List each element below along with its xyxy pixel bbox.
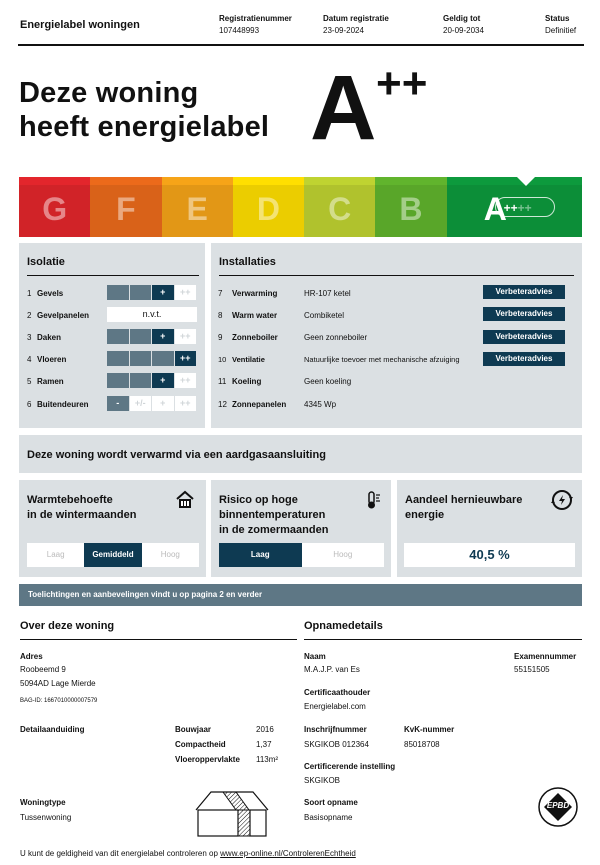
instelling-value: SKGIKOB (304, 776, 341, 785)
isolatie-title: Isolatie (27, 256, 65, 268)
risico-scale (219, 543, 384, 567)
certificaathouder-value: Energielabel.com (304, 702, 366, 711)
thermometer-icon (363, 490, 383, 510)
datum-registratie: Datum registratie 23-09-2024 (323, 14, 389, 35)
opname-title: Opnamedetails (304, 620, 383, 632)
header-divider (18, 44, 584, 46)
isolatie-row-gevelpanelen: 2 Gevelpanelen (27, 311, 90, 320)
installaties-title: Installaties (219, 256, 276, 268)
vloeroppervlakte-value: 113m² (256, 755, 279, 764)
installatie-row-warm-water: 8 Warm water Combiketel (218, 311, 345, 320)
verbeteradvies-zonneboiler-button[interactable]: Verbeteradvies (483, 330, 565, 344)
isolatie-row-daken: 3 Daken (27, 333, 62, 342)
rating-buitendeuren: - +/- + ++ (107, 396, 197, 411)
isolatie-row-vloeren: 4 Vloeren (27, 355, 67, 364)
instelling-label: Certificerende instelling (304, 762, 396, 771)
energy-scale (19, 177, 582, 237)
installatie-row-zonnepanelen: 12 Zonnepanelen 4345 Wp (218, 400, 337, 409)
isolatie-row-gevels: 1 Gevels (27, 289, 64, 298)
warmtebehoefte-title: Warmtebehoefte in de wintermaanden (27, 494, 137, 521)
warmtebehoefte-panel (19, 480, 206, 577)
bouwjaar-value: 2016 (256, 725, 274, 734)
footer-text: U kunt de geldigheid van dit energielabel controleren op www.ep-online.nl/ControlerenEchtheid (20, 849, 356, 858)
hernieuwbaar-panel (397, 480, 582, 577)
vloeroppervlakte-label: Vloeroppervlakte (175, 755, 240, 764)
geldig-tot: Geldig tot 20-09-2034 (443, 14, 484, 35)
bouwjaar-label: Bouwjaar (175, 725, 212, 734)
kvk-value: 85018708 (404, 740, 440, 749)
certificaathouder-label: Certificaathouder (304, 688, 371, 697)
rating-vloeren: ++ (107, 351, 197, 366)
info-banner: Toelichtingen en aanbevelingen vindt u op pagina 2 en verder (19, 584, 582, 606)
option-laag: Laag (46, 550, 65, 559)
option-gemiddeld: Gemiddeld (84, 543, 141, 567)
risico-panel (211, 480, 391, 577)
installatie-row-ventilatie: 10 Ventilatie Natuurlijke toevoer met mechanische afzuiging (218, 355, 460, 364)
soort-opname-label: Soort opname (304, 798, 358, 807)
terraced-house-icon (193, 788, 273, 838)
option-laag: Laag (219, 543, 302, 567)
scale-class-b: B (375, 177, 446, 237)
verbeteradvies-warm-water-button[interactable]: Verbeteradvies (483, 307, 565, 321)
woningtype-value: Tussenwoning (20, 813, 72, 822)
rating-gevelpanelen: n.v.t. (107, 307, 197, 322)
naam-label: Naam (304, 652, 326, 661)
installatie-row-zonneboiler: 9 Zonneboiler Geen zonneboiler (218, 333, 368, 342)
inschrijfnummer-label: Inschrijfnummer (304, 725, 367, 734)
document-title: Energielabel woningen (20, 19, 140, 31)
isolatie-row-ramen: 5 Ramen (27, 377, 64, 386)
examennummer-value: 55151505 (514, 665, 550, 674)
scale-class-f: F (90, 177, 161, 237)
woningtype-label: Woningtype (20, 798, 66, 807)
verbeteradvies-ventilatie-button[interactable]: Verbeteradvies (483, 352, 565, 366)
adres-label: Adres (20, 652, 43, 661)
isolatie-panel (19, 243, 205, 428)
scale-class-e: E (162, 177, 233, 237)
divider (219, 275, 574, 276)
plus-pill: ++++ (495, 197, 555, 217)
soort-opname-value: Basisopname (304, 813, 353, 822)
detailaanduiding-label: Detailaanduiding (20, 725, 85, 734)
house-heating-icon (175, 490, 195, 510)
compactheid-label: Compactheid (175, 740, 226, 749)
hero-heading: Deze woning heeft energielabel (19, 77, 270, 143)
isolatie-row-buitendeuren: 6 Buitendeuren (27, 400, 89, 409)
divider (27, 275, 199, 276)
hernieuwbaar-value: 40,5 % (404, 543, 575, 567)
naam-value: M.A.J.P. van Es (304, 665, 360, 674)
rating-daken: + ++ (107, 329, 197, 344)
divider (304, 639, 582, 640)
adres-line-1: Roobeemd 9 (20, 665, 66, 674)
renewable-energy-icon (550, 488, 574, 512)
inschrijfnummer-value: SKGIKOB 012364 (304, 740, 369, 749)
scale-class-c: C (304, 177, 375, 237)
heating-note-panel (19, 435, 582, 473)
examennummer-label: Examennummer (514, 652, 577, 661)
option-hoog: Hoog (160, 550, 180, 559)
installaties-panel (211, 243, 582, 428)
epbd-logo: EPBD (537, 786, 579, 828)
registratienummer: Registratienummer 107448993 (219, 14, 292, 35)
installatie-row-koeling: 11 Koeling Geen koeling (218, 377, 352, 386)
option-hoog: Hoog (333, 550, 353, 559)
compactheid-value: 1,37 (256, 740, 272, 749)
status: Status Definitief (545, 14, 577, 35)
selected-marker (517, 177, 535, 186)
hernieuwbaar-title: Aandeel hernieuwbare energie (405, 494, 523, 521)
scale-class-g: G (19, 177, 90, 237)
hero-label: A (310, 57, 377, 159)
hero-label-plus: ++ (376, 59, 428, 108)
verification-link[interactable]: www.ep-online.nl/ControlerenEchtheid (220, 849, 356, 858)
installatie-row-verwarming: 7 Verwarming HR-107 ketel (218, 289, 351, 298)
heating-note: Deze woning wordt verwarmd via een aardgasaansluiting (27, 449, 326, 461)
rating-ramen: + ++ (107, 373, 197, 388)
warmtebehoefte-scale (27, 543, 199, 567)
over-woning-title: Over deze woning (20, 620, 115, 632)
rating-gevels: + ++ (107, 285, 197, 300)
bag-id: BAG-ID: 1667010000007579 (20, 698, 98, 704)
scale-class-d: D (233, 177, 304, 237)
scale-class-a-selected: A ++++ (447, 177, 582, 237)
risico-title: Risico op hoge binnentemperaturen in de zomermaanden (219, 494, 329, 536)
kvk-label: KvK-nummer (404, 725, 455, 734)
adres-line-2: 5094AD Lage Mierde (20, 679, 96, 688)
divider (20, 639, 297, 640)
verbeteradvies-verwarming-button[interactable]: Verbeteradvies (483, 285, 565, 299)
